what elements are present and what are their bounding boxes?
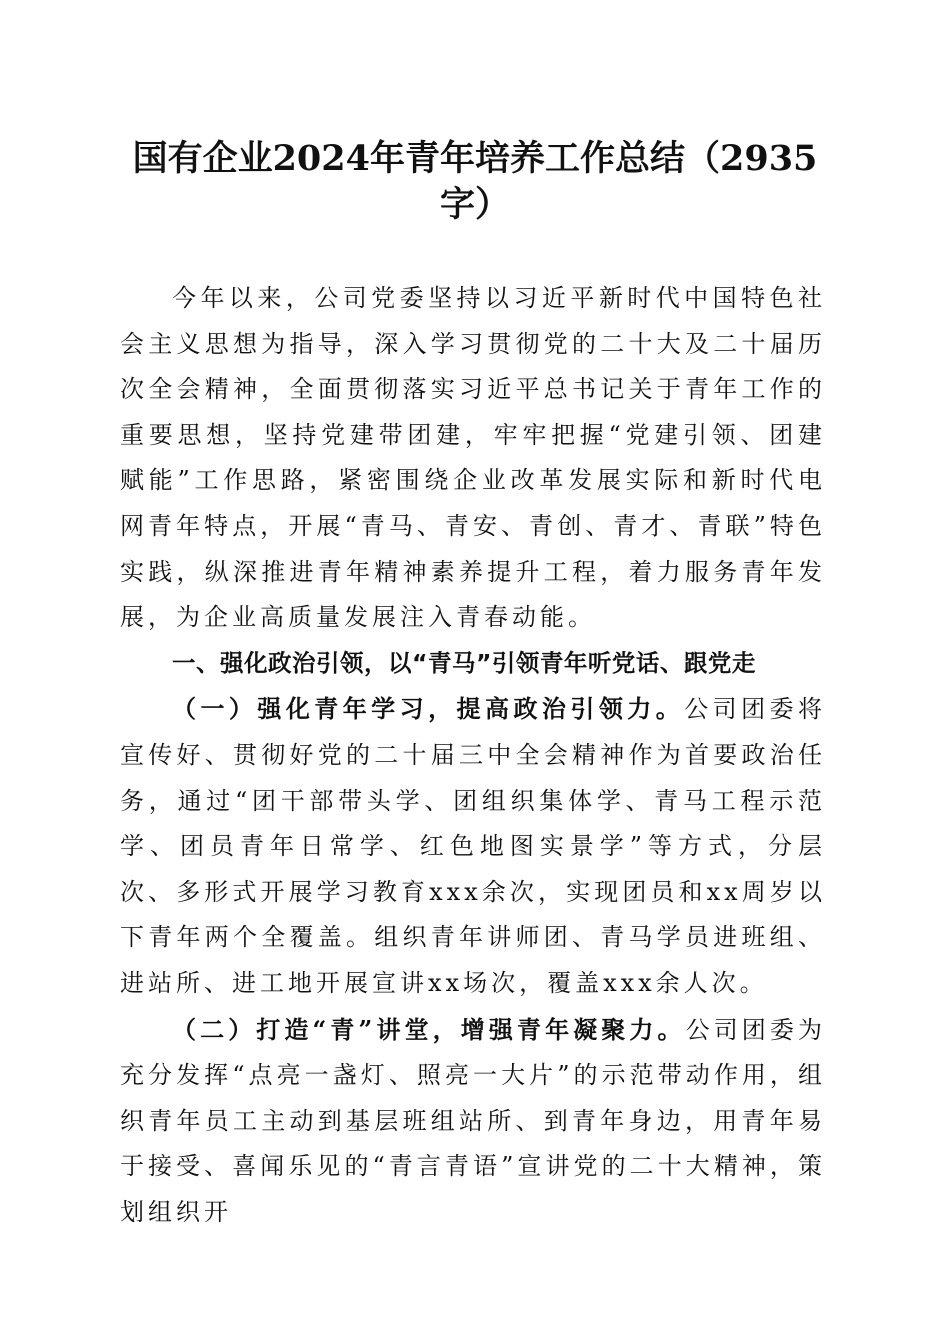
- document-title: [120, 136, 830, 228]
- title-line-2: 字）: [439, 184, 510, 225]
- subsection-2-paragraph: [120, 1007, 826, 1236]
- document-body: [120, 276, 826, 1235]
- subsection-1-lead: （一）强化青年学习，提高政治引领力。: [172, 694, 685, 724]
- subsection-1-text: 公司团委将宣传好、贯彻好党的二十届三中全会精神作为首要政治任务，通过“团干部带头学、团组织集体学、青马工程示范学、团员青年日常学、红色地图实景学”等方式，分层次、多形式开展学习教育xxx余次，实现团员和xx周岁以下青年两个全覆盖。组织青年讲师团、青马学员进班组、进站所、进工地开展宣讲xx场次，覆盖xxx余人次。: [120, 695, 827, 997]
- section-1-heading: 一、强化政治引领，以“青马”引领青年听党话、跟党走: [172, 648, 756, 677]
- subsection-1-paragraph: [120, 686, 826, 1006]
- subsection-2-text: 公司团委为充分发挥“点亮一盏灯、照亮一大片”的示范带动作用，组织青年员工主动到基层班组站所、到青年身边，用青年易于接受、喜闻乐见的“青言青语”宣讲党的二十大精神，策划组织开: [120, 1015, 827, 1226]
- title-line-1: 国有企业2024年青年培养工作总结（2935: [132, 138, 818, 179]
- intro-paragraph: 今年以来，公司党委坚持以习近平新时代中国特色社会主义思想为指导，深入学习贯彻党的二十大及二十届历次全会精神，全面贯彻落实习近平总书记关于青年工作的重要思想，坚持党建带团建，牢牢把握“党建引领、团建赋能”工作思路，紧密围绕企业改革发展实际和新时代电网青年特点，开展“青马、青安、青创、青才、青联”特色实践，纵深推进青年精神素养提升工程，着力服务青年发展，为企业高质量发展注入青春动能。: [120, 284, 826, 632]
- subsection-2-lead: （二）打造“青”讲堂，增强青年凝聚力。: [172, 1014, 686, 1044]
